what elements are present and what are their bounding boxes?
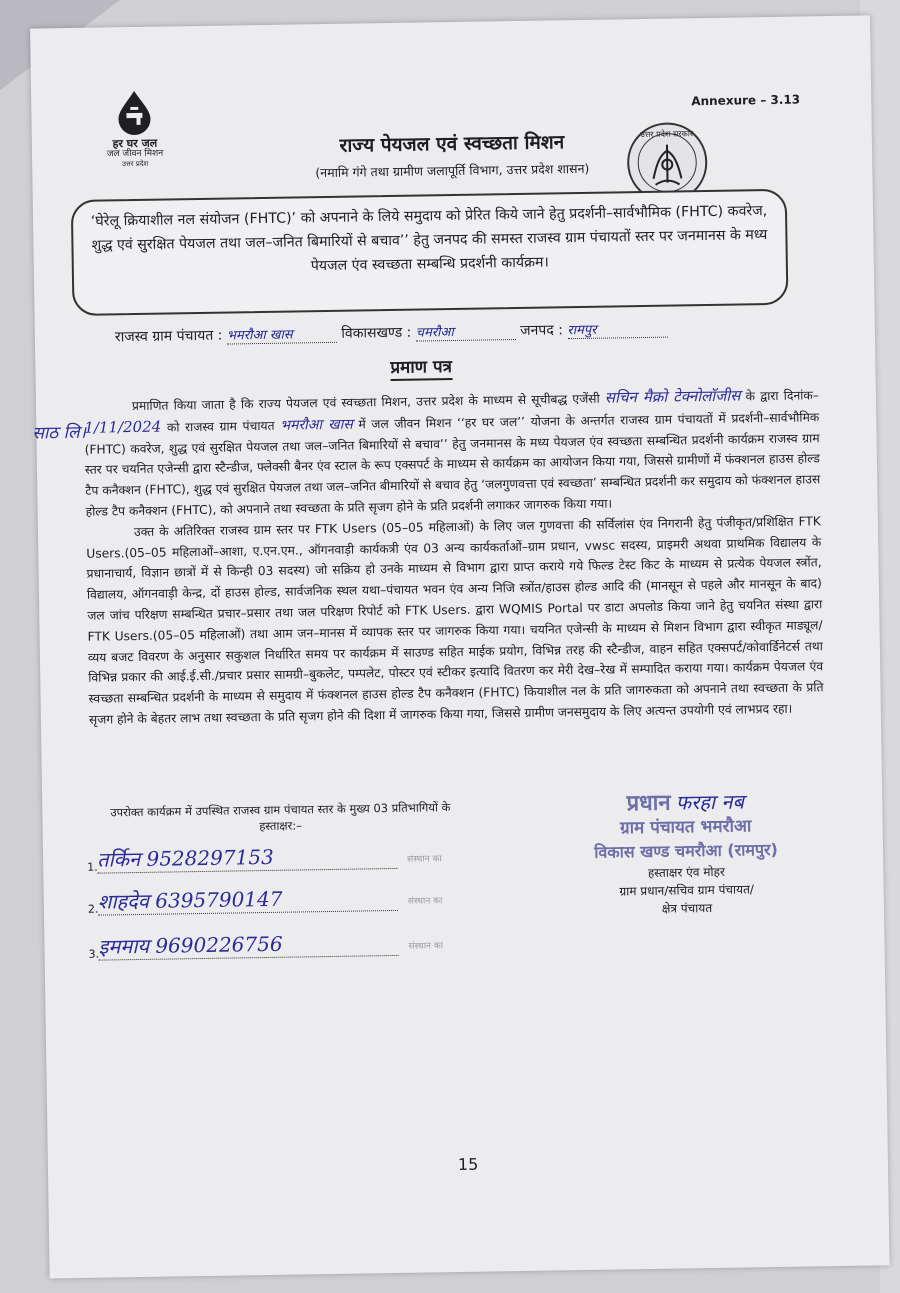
p1-part-d: में जल जीवन मिशन ‘‘हर घर जल’’ योजना के अन्तर्गत राजस्व ग्राम पंचायतों में प्रदर्शनी–सार्वभौमिक (FHTC) कवरेज, शुद्ध एवं सुरक्षित पेयजल तथा जल–जनित बिमारियों से बचाव’’ हेतु जनमानस के मध्य पेयजल एंव स्वच्छता सम्बन्धित प्रदर्शनी कार्यक्रम राजस्व ग्राम स्तर पर चयनित एजेन्सी द्वारा स्टैन्डीज, फ्लेक्सी बैनर एंव स्टाल के रूप एक्सपर्ट के माध्यम से कार्यक्रम का आयोजन किया गया, जिससे ग्रामीणों में फंक्शनल हाउस होल्ड टैप कनैक्शन (FHTC), शुद्ध एवं सुरक्षित पेयजल तथा जल–जनित बीमारियों से बचाव हेतु ‘जलगुणवत्ता एवं स्वच्छता’ सम्बन्धित प्रदर्शनी कर समुदाय को फंक्शनल हाउस होल्ड टैप कनैक्शन (FHTC), को अपनाने तथा स्वच्छता के प्रति सृजग होने के प्रति प्रदर्शनी लगाकर जागरुक किया गया।: [84, 410, 821, 519]
water-drop-tap-icon: [112, 89, 157, 136]
location-fields: [115, 316, 815, 346]
certificate-title: प्रमाण पत्र: [390, 354, 452, 381]
vikaskhand-field[interactable]: चमरौआ: [416, 321, 516, 342]
faint-print: संस्थान का: [408, 941, 444, 952]
gram-panchayat-label: राजस्व ग्राम पंचायत :: [114, 327, 223, 346]
janpad-field[interactable]: रामपुर: [567, 319, 667, 340]
margin-handwritten-note: साठ लि।: [32, 422, 87, 444]
faint-print: संस्थान का: [407, 854, 442, 865]
participants-heading: [90, 799, 470, 837]
paragraph-1: [84, 384, 821, 522]
p1-part-a: प्रमाणित किया जाता है कि राज्य पेयजल एवं स्वच्छता मिशन, उत्तर प्रदेश के माध्यम से सूचीबद्ध एजेंसी: [131, 391, 600, 414]
gram-panchayat-field[interactable]: भमरौआ खास: [227, 324, 337, 345]
designation-line-1: ग्राम प्रधान/सचिव ग्राम पंचायत/: [619, 882, 755, 899]
mission-subtitle: (नमामि गंगे तथा ग्रामीण जलापूर्ति विभाग, उत्तर प्रदेश शासन): [315, 160, 590, 181]
sign-and-seal-label: हस्ताक्षर एंव मोहर: [647, 864, 725, 880]
document-page: [30, 15, 890, 1278]
logo-line-3: उत्तर प्रदेश: [122, 159, 149, 169]
seal-text: उत्तर प्रदेश सरकार: [640, 129, 694, 140]
pradhan-stamp-signature: [540, 786, 832, 920]
pradhan-handwritten-name: फरहा नब: [675, 789, 745, 815]
page-number: 15: [457, 1154, 479, 1175]
date-handwritten: 1/11/2024: [84, 417, 162, 437]
stamp-gram-panchayat: ग्राम पंचायत भमरौआ: [619, 816, 752, 839]
panchayat-handwritten: भमरौआ खास: [280, 416, 353, 434]
program-title-text: ‘घेरेलू क्रियाशील नल संयोजन (FHTC)’ को अपनाने के लिये समुदाय को प्रेरित किये जाने हेतु प्रदर्शनी–सार्वभौमिक (FHTC) कवरेज, शुद्ध एवं सुरक्षित पेयजल तथा जल–जनित बिमारियों से बचाव’’ हेतु जनपद की समस्त राजस्व ग्राम पंचायतों स्तर पर जनमानस के मध्य पेयजल एंव स्वच्छता सम्बन्धि प्रदर्शनी कार्यक्रम।: [90, 203, 768, 275]
stamp-pradhan: प्रधान: [626, 790, 671, 817]
p1-part-c: को राजस्व ग्राम पंचायत: [166, 418, 275, 435]
faint-print: संस्थान का: [407, 896, 443, 907]
participant-number: 1.: [87, 860, 98, 874]
signatures-label: हस्ताक्षर:–: [259, 818, 303, 834]
designation-line-2: क्षेत्र पंचायत: [661, 900, 713, 916]
participant-signature-3: [88, 927, 448, 963]
mission-title: राज्य पेयजल एवं स्वच्छता मिशन: [339, 131, 565, 157]
participant-signature-2: [88, 882, 448, 918]
participant-signature-text[interactable]: तर्किन 9528297153: [97, 841, 397, 874]
p1-part-b: के द्वारा दिनांक–: [745, 388, 820, 404]
participant-signature-text[interactable]: शाहदेव 6395790147: [98, 883, 398, 916]
program-title-box: [71, 189, 789, 316]
janpad-label: जनपद :: [520, 322, 564, 339]
agency-name-handwritten: सचिन मैक्रो टेक्नोलॉजीस: [604, 386, 741, 407]
stamp-vikas-khand: विकास खण्ड चमरौआ (रामपुर): [594, 839, 778, 862]
participant-signature-text[interactable]: इममाय 9690226756: [98, 928, 398, 961]
vikaskhand-label: विकासखण्ड :: [341, 324, 412, 342]
certificate-body: [84, 384, 824, 730]
participants-heading-text: उपरोक्त कार्यक्रम में उपस्थित राजस्व ग्राम पंचायत स्तर के मुख्य 03 प्रतिभागियों के: [110, 800, 451, 820]
logo-line-1: हर घर जल: [112, 136, 158, 151]
logo-line-2: जल जीवन मिशन: [106, 148, 164, 160]
participant-number: 2.: [87, 902, 99, 916]
paragraph-2: उक्त के अतिरिक्त राजस्व ग्राम स्तर पर FTK Users (05–05 महिलाओं) के लिए जल गुणवत्ता की सर्विलांस एंव निगरानी हेतु पंजीकृत/प्रशिक्षित FTK Users.(05–05 महिलाओं–आशा, ए.एन.एम., ऑगनवाड़ी कार्यकत्री एंव 03 अन्य कार्यकर्ताओं–ग्राम प्रधान, vwsc सदस्य, प्राइमरी अथवा प्राथमिक विद्यालय के प्रधानाचार्य, विज्ञान छात्रों में से किन्ही 03 सदस्य) जो सक्रिय हो उनके माध्यम से विभाग द्वारा प्राप्त कराये गये फिल्ड टेस्ट किट के माध्यम से प्रत्येक पेयजल स्त्रोंत, विद्यालय, ऑगनवाड़ी केन्द्र, दों हाउस होल्ड, सार्वजनिक स्थल यथा–पंचायत भवन एंव अन्य निजि स्त्रोंत/हाउस होल्ड आदि की (मानसून से पहले और मानसून के बाद) जल जांच परिक्षण सम्बन्धित प्रचार–प्रसार तथा जल परिक्षण रिपोर्ट को FTK Users. द्वारा WQMIS Portal पर डाटा अपलोड किया जाने हेतु चयनित संस्था द्वारा FTK Users.(05–05 महिलाओं) तथा आम जन–मानस में व्यापक स्तर पर जागरुक किया गया। चयनित एजेन्सी के माध्यम से मिशन विभाग द्वारा स्वीकृत माड्यूल/व्यय बजट विवरण के अनुसार सकुशल निर्धारित समय पर कार्यक्रम में साउण्ड सहित माईक प्रयोग, विभिन्न तरह की स्टैन्डीज, वाहन सहित एक्सपर्ट/कोवार्डिनेटर्स तथा विभिन्न प्रकार की आई.ई.सी./प्रचार प्रसार सामग्री–बुकलेट, पम्पलेट, पोस्टर एवं स्टीकर इत्यादि वितरण कर मेरी देख–रेख में सम्पादित कराया गया। कार्यक्रम पेयजल एंव स्वच्छता सम्बन्धित प्रदर्शनी के माध्यम से समुदाय में फंक्शनल हाउस होल्ड टैप कनैक्शन (FHTC) कियाशील नल के प्रति जागरुकता को अपनाने तथा स्वच्छता के प्रति सृजग होने के बेहतर लाभ तथा स्वच्छता के प्रति सृजग होने की दिशा में जागरुक किया गया, जिससे ग्रामीण जनसमुदाय के लिए अत्यन्त उपयोगी एवं लाभप्रद रहा।: [86, 514, 824, 727]
participant-number: 3.: [88, 947, 100, 961]
annexure-label: Annexure – 3.13: [691, 92, 801, 109]
participant-signature-1: [87, 840, 447, 876]
